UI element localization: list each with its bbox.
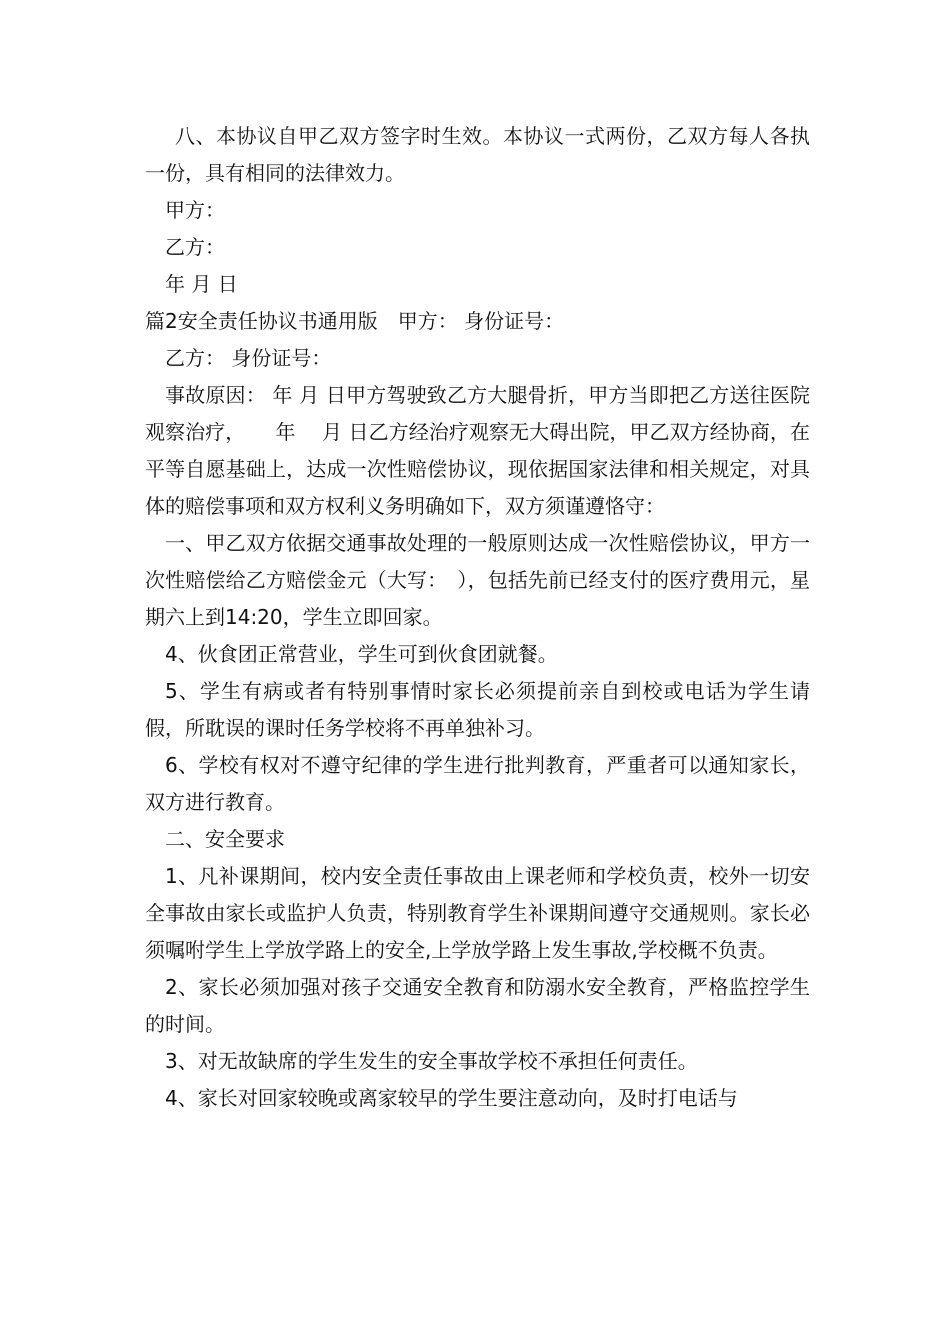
paragraph-clause-1: 一、甲乙双方依据交通事故处理的一般原则达成一次性赔偿协议，甲方一次性赔偿给乙方赔偿金元（大写： ），包括先前已经支付的医疗费用元，星期六上到14:20，学生立即回家。 xyxy=(145,531,810,629)
document-page xyxy=(145,118,810,1117)
paragraph-p8-effect: 八、本协议自甲乙双方签字时生效。本协议一式两份，乙双方每人各执一份，具有相同的法律效力。 xyxy=(145,124,810,185)
paragraph-safety-4: 4、家长对回家较晚或离家较早的学生要注意动向，及时打电话与 xyxy=(165,1086,738,1110)
paragraph-safety-2: 2、家长必须加强对孩子交通安全教育和防溺水安全教育，严格监控学生的时间。 xyxy=(145,975,810,1036)
paragraph-item-5-leave: 5、学生有病或者有特别事情时家长必须提前亲自到校或电话为学生请假，所耽误的课时任务学校将不再单独补习。 xyxy=(145,679,810,740)
paragraph-party-b-id: 乙方： 身份证号： xyxy=(165,346,332,370)
paragraph-date-line: 年 月 日 xyxy=(165,272,238,296)
paragraph-item-6-discipline: 6、学校有权对不遵守纪律的学生进行批判教育，严重者可以通知家长，双方进行教育。 xyxy=(145,753,810,814)
paragraph-safety-3: 3、对无故缺席的学生发生的安全事故学校不承担任何责任。 xyxy=(165,1049,698,1073)
paragraph-section-2-title: 二、安全要求 xyxy=(165,827,285,851)
paragraph-safety-1: 1、凡补课期间，校内安全责任事故由上课老师和学校负责，校外一切安全事故由家长或监护人负责，特别教育学生补课期间遵守交通规则。家长必须嘱咐学生上学放学路上的安全,上学放学路上发生事故,学校概不负责。 xyxy=(145,864,810,962)
paragraph-party-a: 甲方： xyxy=(165,198,225,222)
paragraph-party-b: 乙方： xyxy=(165,235,225,259)
paragraph-article2-title: 篇2安全责任协议书通用版 甲方： 身份证号： xyxy=(145,309,565,333)
paragraph-accident-cause: 事故原因： 年 月 日甲方驾驶致乙方大腿骨折，甲方当即把乙方送往医院观察治疗， 年 月 日乙方经治疗观察无大碍出院，甲乙双方经协商，在平等自愿基础上，达成一次性赔偿协议，现依据国家法律和相关规定，对具体的赔偿事项和双方权利义务明确如下，双方须谨遵恪守： xyxy=(145,383,810,518)
paragraph-item-4-canteen: 4、伙食团正常营业，学生可到伙食团就餐。 xyxy=(165,642,558,666)
